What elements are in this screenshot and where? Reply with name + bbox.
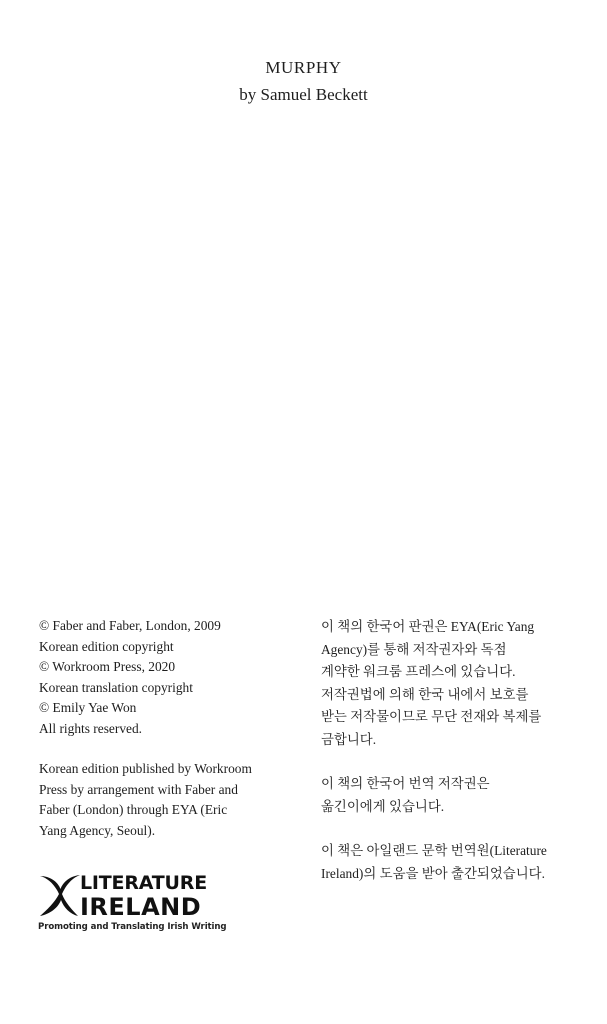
publication-line: Press by arrangement with Faber and [39,781,238,797]
logo-tagline: Promoting and Translating Irish Writing [38,922,227,932]
publication-line: Yang Agency, Seoul). [39,822,156,838]
copyright-line: © Workroom Press, 2020 [39,659,176,674]
korean-line: 금합니다. [321,731,377,747]
korean-notice-column [321,616,591,885]
logo-wordmark [80,872,207,920]
copyright-column [39,616,301,841]
korean-line: 이 책은 아일랜드 문학 번역원(Literature [321,843,547,858]
korean-line: 저작권법에 의해 한국 내에서 보호를 [321,686,529,702]
korean-line: 이 책의 한국어 판권은 EYA(Eric Yang [321,619,535,634]
copyright-line: All rights reserved. [39,720,143,736]
logo-line-literature: LITERATURE [80,872,207,894]
copyright-line: Korean edition copyright [39,638,174,654]
korean-line: Agency)를 통해 저작권자와 독점 [321,641,507,657]
publication-line: Korean edition published by Workroom [39,761,252,776]
korean-line: 계약한 워크룸 프레스에 있습니다. [321,664,516,679]
book-author: by Samuel Beckett [239,85,368,104]
korean-line: 받는 저작물이므로 무단 전재와 복제를 [321,709,542,724]
literature-ireland-logo [38,872,238,936]
literature-ireland-x-mark-icon [38,872,82,920]
book-title: MURPHY [265,58,342,77]
copyright-line: © Faber and Faber, London, 2009 [39,618,221,633]
copyright-line: © Emily Yae Won [39,700,137,715]
korean-line: 이 책의 한국어 번역 저작권은 [321,776,490,791]
title-block [0,56,607,108]
korean-line: Ireland)의 도움을 받아 출간되었습니다. [321,865,545,881]
publication-line: Faber (London) through EYA (Eric [39,802,228,817]
logo-line-ireland: IRELAND [80,893,202,921]
copyright-line: Korean translation copyright [39,679,193,695]
korean-line: 옮긴이에게 있습니다. [321,798,445,814]
